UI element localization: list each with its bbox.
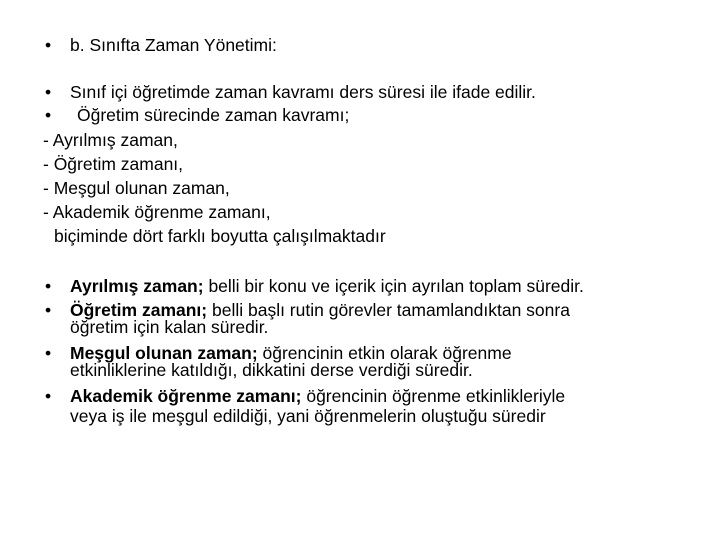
definition-2-cont: öğretim için kalan süredir.	[70, 317, 269, 337]
bullet-def-1: •	[45, 276, 52, 296]
definition-term: Ayrılmış zaman;	[70, 276, 204, 296]
dimension-item: - Ayrılmış zaman,	[43, 130, 178, 150]
definition-4	[70, 386, 565, 407]
definition-text: belli bir konu ve içerik için ayrılan toplam süredir.	[203, 276, 584, 296]
definition-term: Öğretim zamanı;	[70, 300, 208, 320]
bullet-def-3: •	[45, 343, 52, 363]
bullet-def-2: •	[45, 300, 52, 320]
intro-line-2: Öğretim sürecinde zaman kavramı;	[77, 105, 350, 125]
bullet-intro-2: •	[45, 105, 52, 125]
bullet-heading: •	[45, 35, 52, 55]
definition-text: öğrencinin etkin olarak öğrenme	[257, 343, 512, 363]
dimension-item: - Akademik öğrenme zamanı,	[43, 202, 271, 222]
dimension-item: - Öğretim zamanı,	[43, 154, 184, 174]
intro-line-1: Sınıf içi öğretimde zaman kavramı ders süresi ile ifade edilir.	[70, 82, 536, 102]
bullet-def-4: •	[45, 386, 52, 406]
section-heading: b. Sınıfta Zaman Yönetimi:	[70, 35, 277, 55]
definition-4-cont: veya iş ile meşgul edildiği, yani öğrenmelerin oluştuğu süredir	[70, 406, 546, 426]
definition-3-cont: etkinliklerine katıldığı, dikkatini derse verdiği süredir.	[70, 360, 473, 380]
definition-term: Akademik öğrenme zamanı;	[70, 386, 302, 406]
dimension-closing: biçiminde dört farklı boyutta çalışılmaktadır	[54, 226, 386, 246]
definition-1	[70, 276, 584, 297]
definition-text: öğrencinin öğrenme etkinlikleriyle	[301, 386, 566, 406]
definition-term: Meşgul olunan zaman;	[70, 343, 258, 363]
bullet-intro-1: •	[45, 82, 52, 102]
dimension-item: - Meşgul olunan zaman,	[43, 178, 230, 198]
definition-text: belli başlı rutin görevler tamamlandıktan sonra	[207, 300, 570, 320]
